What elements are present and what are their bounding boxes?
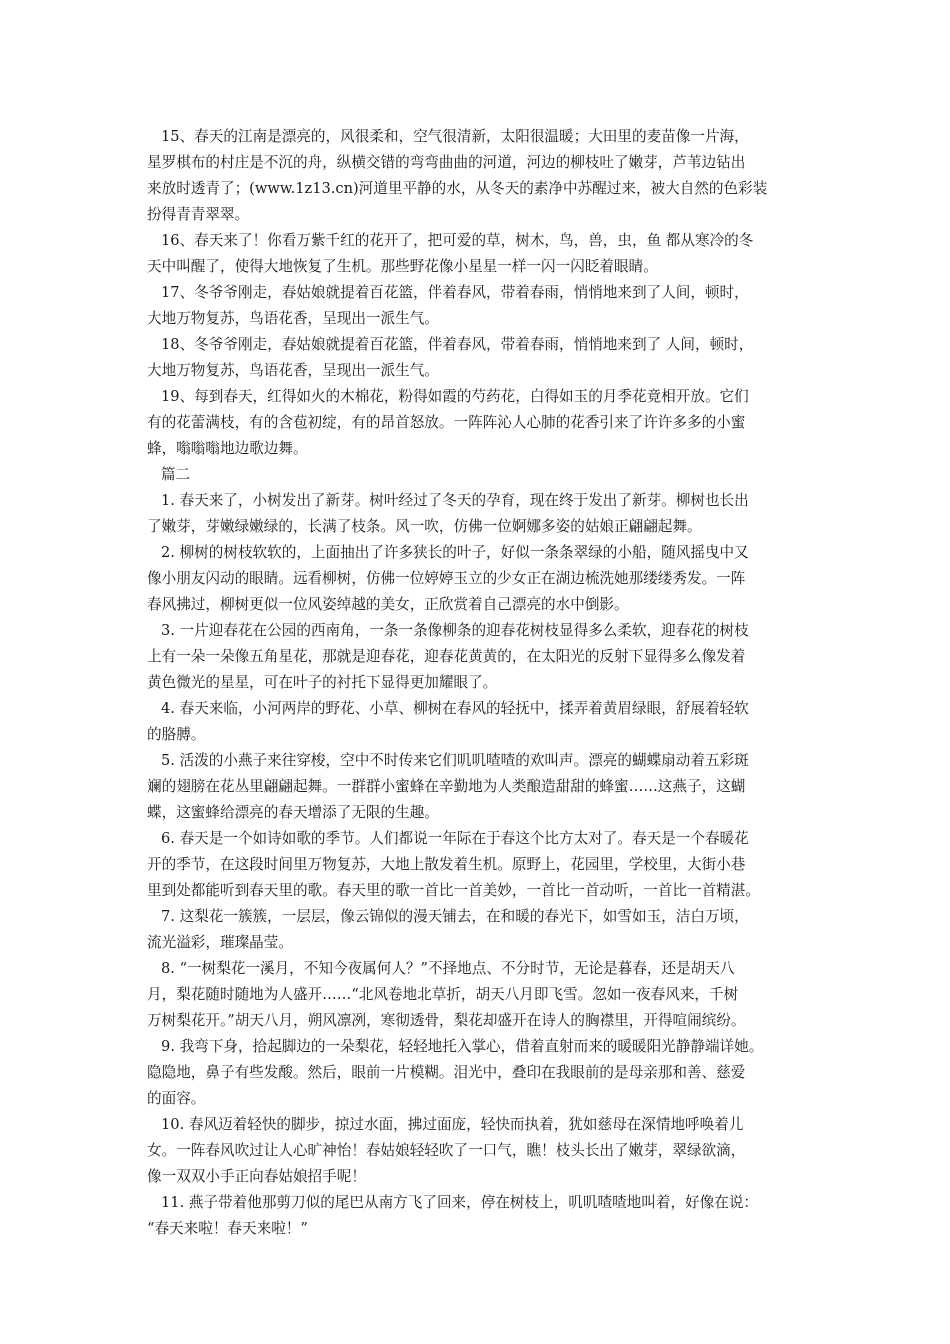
text-line: 流光溢彩，璀璨晶莹。 — [147, 934, 293, 951]
text-line: 扮得青青翠翠。 — [147, 206, 250, 223]
paragraph — [147, 618, 807, 696]
paragraph — [147, 488, 807, 540]
text-line: 5. 活泼的小燕子来往穿梭，空中不时传来它们叽叽喳喳的欢叫声。漂亮的蝴蝶扇动着五彩斑 — [161, 752, 749, 769]
text-line: 像一双双小手正向春姑娘招手呢！ — [147, 1168, 366, 1185]
text-line: 2. 柳树的树枝软软的，上面抽出了许多狭长的叶子，好似一条条翠绿的小船，随风摇曳中又 — [161, 544, 749, 561]
text-line: 18、冬爷爷刚走，春姑娘就提着百花篮，伴着春风，带着春雨，悄悄地来到了 人间，顿时， — [161, 336, 754, 353]
text-line: 7. 这梨花一簇簇，一层层，像云锦似的漫天铺去，在和暖的春光下，如雪如玉，洁白万顷， — [161, 908, 749, 925]
paragraph — [147, 1112, 807, 1190]
text-line: 隐隐地，鼻子有些发酸。然后，眼前一片模糊。泪光中，叠印在我眼前的是母亲那和善、慈爱 — [147, 1064, 746, 1081]
text-line: 16、春天来了！你看万紫千红的花开了，把可爱的草，树木，鸟，兽，虫，鱼 都从寒冷的冬 — [161, 232, 754, 249]
section-1 — [147, 124, 807, 462]
section-2 — [147, 488, 807, 1242]
text-line: 里到处都能听到春天里的歌。春天里的歌一首比一首美妙，一首比一首动听，一首比一首精湛。 — [147, 882, 760, 899]
text-line: 女。一阵春风吹过让人心旷神怡！春姑娘轻轻吹了一口气，瞧！枝头长出了嫩芽，翠绿欲滴， — [147, 1142, 746, 1159]
text-line: 蜂，嗡嗡嗡地边歌边舞。 — [147, 440, 308, 457]
text-line: 4. 春天来临，小河两岸的野花、小草、柳树在春风的轻抚中，揉弄着黄眉绿眼，舒展着轻软 — [161, 700, 749, 717]
text-line: 上有一朵一朵像五角星花，那就是迎春花，迎春花黄黄的，在太阳光的反射下显得多么像发着 — [147, 648, 746, 665]
paragraph — [147, 956, 807, 1034]
text-line: 万树梨花开。”胡天八月，朔风凛冽，寒彻透骨，梨花却盛开在诗人的胸襟里，开得喧闹缤纷。 — [147, 1012, 746, 1029]
text-line: 1. 春天来了，小树发出了新芽。树叶经过了冬天的孕育，现在终于发出了新芽。柳树也长出 — [161, 492, 749, 509]
text-line: 19、每到春天，红得如火的木棉花，粉得如霞的芍药花，白得如玉的月季花竟相开放。它们 — [161, 388, 749, 405]
text-line: 的胳膊。 — [147, 726, 206, 743]
text-line: 来放时透青了；(www.1z13.cn)河道里平静的水，从冬天的素净中苏醒过来，被大自然的色彩装 — [147, 180, 768, 197]
text-line: 斓的翅膀在花丛里翩翩起舞。一群群小蜜蜂在辛勤地为人类酿造甜甜的蜂蜜……这燕子，这蝴 — [147, 778, 746, 795]
paragraph — [147, 826, 807, 904]
paragraph — [147, 1034, 807, 1112]
text-line: 月，梨花随时随地为人盛开……“北风卷地北草折，胡天八月即飞雪。忽如一夜春风来，千树 — [147, 986, 739, 1003]
text-line: 3. 一片迎春花在公园的西南角，一条一条像柳条的迎春花树枝显得多么柔软，迎春花的树枝 — [161, 622, 749, 639]
text-line: 8. “一树梨花一溪月，不知今夜属何人？”不择地点、不分时节，无论是暮春，还是胡天八 — [161, 960, 735, 977]
text-line: 9. 我弯下身，拾起脚边的一朵梨花，轻轻地托入掌心，借着直射而来的暖暖阳光静静端详她。 — [161, 1038, 764, 1055]
text-line: 的面容。 — [147, 1090, 206, 1107]
document-body — [147, 124, 807, 1242]
text-line: 大地万物复苏，鸟语花香，呈现出一派生气。 — [147, 310, 439, 327]
text-line: 星罗棋布的村庄是不沉的舟，纵横交错的弯弯曲曲的河道，河边的柳枝吐了嫩芽，芦苇边钻出 — [147, 154, 746, 171]
text-line: 了嫩芽，芽嫩绿嫩绿的，长满了枝条。风一吹，仿佛一位婀娜多姿的姑娘正翩翩起舞。 — [147, 518, 702, 535]
section-2-heading: 篇二 — [161, 466, 191, 483]
text-line: 有的花蕾满枝，有的含苞初绽，有的昂首怒放。一阵阵沁人心肺的花香引来了许许多多的小蜜 — [147, 414, 746, 431]
text-line: 天中叫醒了，使得大地恢复了生机。那些野花像小星星一样一闪一闪眨着眼睛。 — [147, 258, 658, 275]
text-line: 6. 春天是一个如诗如歌的季节。人们都说一年际在于春这个比方太对了。春天是一个春暖花 — [161, 830, 749, 847]
text-line: 17、冬爷爷刚走，春姑娘就提着百花篮，伴着春风，带着春雨，悄悄地来到了人间，顿时， — [161, 284, 749, 301]
text-line: 春风拂过，柳树更似一位风姿绰越的美女，正欣赏着自己漂亮的水中倒影。 — [147, 596, 629, 613]
text-line: 开的季节，在这段时间里万物复苏，大地上散发着生机。原野上，花园里，学校里，大街小巷 — [147, 856, 746, 873]
paragraph — [147, 384, 807, 462]
text-line: 11. 燕子带着他那剪刀似的尾巴从南方飞了回来，停在树枝上，叽叽喳喳地叫着，好像在说： — [161, 1194, 759, 1211]
text-line: 像小朋友闪动的眼睛。远看柳树，仿佛一位婷婷玉立的少女正在湖边梳洗她那缕缕秀发。一阵 — [147, 570, 746, 587]
paragraph — [147, 1190, 807, 1242]
paragraph — [147, 124, 807, 228]
text-line: 蝶，这蜜蜂给漂亮的春天增添了无限的生趣。 — [147, 804, 439, 821]
text-line: 黄色微光的星星，可在叶子的衬托下显得更加耀眼了。 — [147, 674, 498, 691]
text-line: 10. 春风迈着轻快的脚步，掠过水面，拂过面庞，轻快而执着，犹如慈母在深情地呼唤着儿 — [161, 1116, 744, 1133]
paragraph — [147, 696, 807, 748]
paragraph — [147, 540, 807, 618]
paragraph — [147, 904, 807, 956]
text-line: 大地万物复苏，鸟语花香，呈现出一派生气。 — [147, 362, 439, 379]
text-line: 15、春天的江南是漂亮的，风很柔和，空气很清新，太阳很温暖；大田里的麦苗像一片海， — [161, 128, 749, 145]
paragraph — [147, 748, 807, 826]
paragraph — [147, 332, 807, 384]
text-line: “春天来啦！春天来啦！” — [147, 1220, 308, 1237]
paragraph — [147, 280, 807, 332]
paragraph — [147, 228, 807, 280]
